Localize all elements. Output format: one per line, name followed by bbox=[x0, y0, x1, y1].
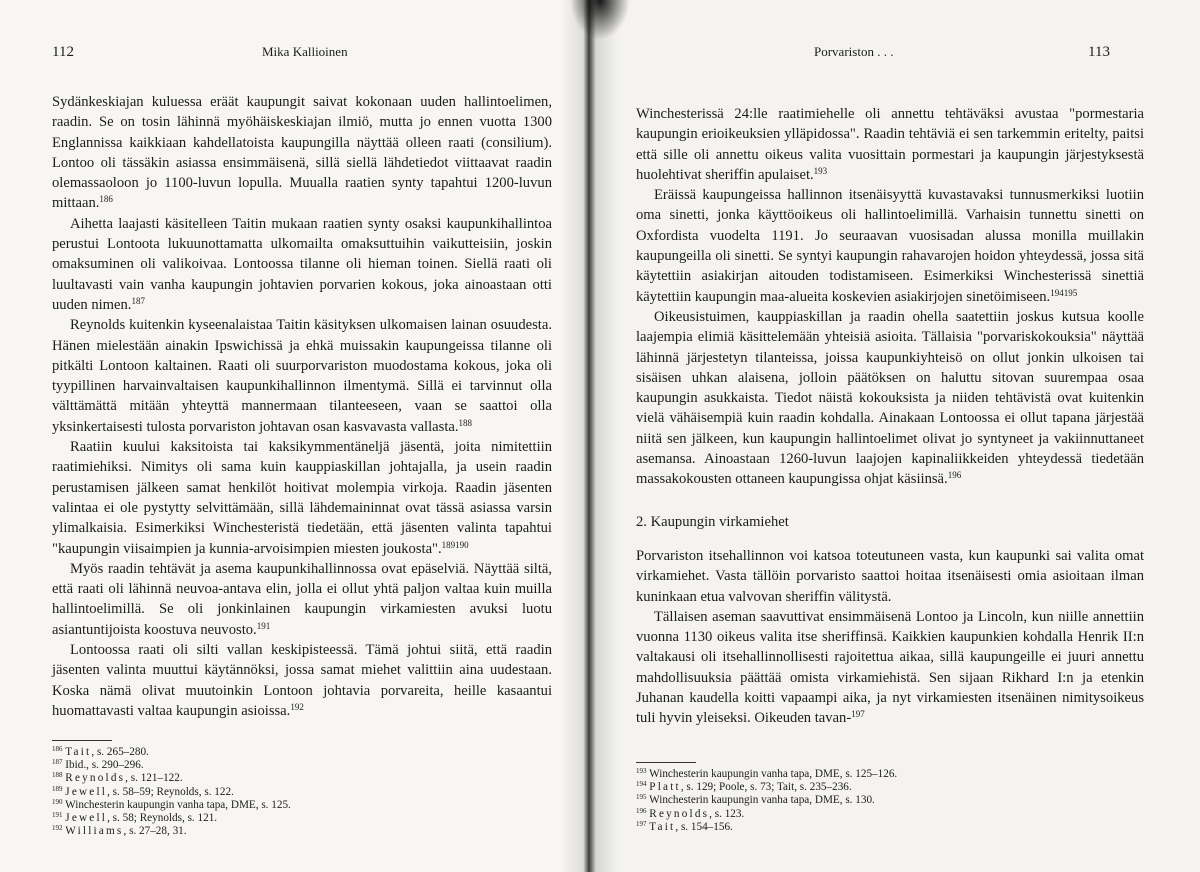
footnote: $^{191}$ Jewell, s. 58; Reynolds, s. 121. bbox=[52, 811, 218, 825]
left-footnotes bbox=[52, 746, 291, 838]
footnote: $^{193}$ Winchesterin kaupungin vanha tapa, DME, s. 125–126. bbox=[636, 767, 898, 780]
paragraph: Aihetta laajasti käsitelleen Taitin mukaan raatien synty osaksi kaupunkihallintoa perustui Lontoota lukuunottamatta ulkomailta omaksuttuihin vaikutteisiin, joskin omaksuminen oli valikoivaa. Lontoossa tilanne oli hieman toinen. Siellä raati oli luultavasti vain vanha kaupungin johtavien porvarien kokous, joka ainoastaan otti uuden nimen.$^{187}$ bbox=[52, 215, 552, 313]
footnote: $^{196}$ Reynolds, s. 123. bbox=[636, 806, 745, 820]
paragraph: Myös raadin tehtävät ja asema kaupunkihallinnossa ovat epäselviä. Näyttää siltä, että raati oli lähinnä neuvoa-antava elin, jolla ei ollut yhtä paljon valtaa kuin muilla hallintoelimillä. Se oli jonkinlainen kaupungin virkamiesten avuksi luotu asiantuntijoista koostuva neuvosto.$^{191}$ bbox=[52, 560, 552, 638]
paragraph: Sydänkeskiajan kuluessa eräät kaupungit saivat kokonaan uuden hallintoelimen, raadin. Se on tosin lähinnä myöhäiskeskiajan ilmiö, mutta jo ennen vuotta 1300 Englannissa kaikkiaan kahdellatoista kaupungilla näyttää olleen raati (consilium). Lontoo oli tässäkin asiassa ensimmäisenä, sillä siellä lähdetiedot viittaavat raadin olemassaoloon jo 1100-luvun lopulla. Muualla raatien synty tapahtui 1200-luvun mittaan.$^{186}$ bbox=[52, 94, 552, 212]
footnote-rule bbox=[52, 740, 112, 741]
paragraph: Reynolds kuitenkin kyseenalaistaa Taitin käsityksen ulkomaisen lainan osuudesta. Hänen mielestään ainakin Ipswichissä ja ehkä muissakin kaupungeissa tilanne oli pitkälti Lontoon kaltainen. Raati oli suurporvariston muodostama kokous, joka oli tyypillinen harvainvaltaisen kaupunkihallinnon ilmentymä. Sillä ei tarvinnut olla välttämättä mitään yhteyttä mannermaan tilanteeseen, vaan se saattoi olla yksinkertaisesti tulosta porvariston johtavan osan kasvavasta vallasta.$^{188}$ bbox=[52, 317, 552, 435]
book-gutter-shadow bbox=[560, 0, 618, 872]
footnote: $^{188}$ Reynolds, s. 121–122. bbox=[52, 771, 183, 785]
footnote-rule bbox=[636, 762, 696, 763]
paragraph: Winchesterissä 24:lle raatimiehelle oli annettu tehtäväksi avustaa "pormestaria kaupungin erioikeuksien ylläpidossa". Raadin tehtäviä ei sen tarkemmin eritelty, paitsi että sille oli annettu oikeus valita vuosittain pormestari ja kaupungin järjestyksestä huolehtivat sheriffin apulaiset.$^{193}$ bbox=[636, 106, 1144, 183]
right-page-number: 113 bbox=[1088, 44, 1110, 60]
footnote: $^{190}$ Winchesterin kaupungin vanha tapa, DME, s. 125. bbox=[52, 797, 291, 811]
paragraph: Raatiin kuului kaksitoista tai kaksikymmentäneljä jäsentä, joita nimitettiin raatimiehiksi. Nimitys oli sama kuin kauppiaskillan johtajalla, ja usein raadin perustamisen jälkeen samat henkilöt hoitivat molempia virkoja. Raadin jäsenten valintaa ei ole pystytty selvittämään, sillä lähdemaininnat ovat tässä asiassa varsin ylimalkaisia. Esimerkiksi Winchesteristä tiedetään, että jäsenten valinta tapahtui "kaupungin viisaimpien ja kunnia-arvoisimpien miesten joukosta".$^{189190}$ bbox=[52, 439, 552, 557]
paragraph: Eräissä kaupungeissa hallinnon itsenäisyyttä kuvastavaksi tunnusmerkiksi luotiin oma sinetti, jonka käyttöoikeus oli hallintoelimillä. Varhaisin tunnettu sinetti on Oxfordista vuodelta 1191. Jo seuraavan vuosisadan alussa monilla muillakin kaupungeilla oli sinetti. Se syntyi kaupungin rahavarojen hoidon yhteydessä, jossa sitä käytettiin asiakirjan aitouden todistamiseen. Esimerkiksi Winchesterissä sinettiä käytettiin kaupungin maa-alueita koskevien asiakirjojen sinetöimiseen.$^{194195}$ bbox=[636, 187, 1144, 305]
left-running-head: Mika Kallioinen bbox=[262, 44, 348, 59]
paragraph: Lontoossa raati oli silti vallan keskipisteessä. Tämä johtui siitä, että raadin jäsenten valinta muuttui käytännöksi, jossa samat miehet valittiin aina uudestaan. Koska nämä olivat muutoinkin Lontoon johtavia porvareita, heille kasaantui huomattavasti valtaa kaupungin asioissa.$^{192}$ bbox=[52, 642, 552, 719]
footnote: $^{195}$ Winchesterin kaupungin vanha tapa, DME, s. 130. bbox=[636, 793, 875, 807]
right-running-head: Porvariston . . . bbox=[814, 44, 894, 59]
paragraph: Tällaisen aseman saavuttivat ensimmäisenä Lontoo ja Lincoln, kun niille annettiin vuonna 1130 oikeus valita itse sheriffinsä. Kaikkien kaupunkien kohdalla Henrik II:n valtakausi oli itsehallinnollisesti rajoitettua aikaa, sillä kaupungeille ei juuri annettu mahdollisuuksia päättää omista virkamiehistä. Sen sijaan Rikhard I:n ja etenkin Juhanan kaudella koitti vapaampi aika, ja nyt virkamiesten itsenäinen nimitysoikeus tuli hyvin yleiseksi. Oikeuden tavan-$^{197}$ bbox=[636, 608, 1144, 727]
book-gutter-corner bbox=[570, 0, 630, 40]
section-heading: 2. Kaupungin virkamiehet bbox=[636, 513, 789, 530]
left-page bbox=[0, 0, 588, 872]
right-body-text bbox=[636, 104, 1144, 729]
left-page-number: 112 bbox=[52, 44, 74, 60]
right-footnotes bbox=[636, 768, 897, 834]
paragraph: Porvariston itsehallinnon voi katsoa toteutuneen vasta, kun kaupunki sai valita omat virkamiehet. Vasta tällöin porvaristo saattoi hoitaa itsenäisesti omia asioitaan ilman kuninkaan etua valvovan sheriffin välitystä. bbox=[636, 547, 1144, 605]
right-page bbox=[588, 0, 1200, 872]
footnote: $^{189}$ Jewell, s. 58–59; Reynolds, s. 122. bbox=[52, 784, 234, 798]
left-body-text bbox=[52, 92, 552, 721]
footnote: $^{194}$ Platt, s. 129; Poole, s. 73; Tait, s. 235–236. bbox=[636, 780, 852, 794]
paragraph: Oikeusistuimen, kauppiaskillan ja raadin ohella saatettiin joskus kutsua koolle laajempia elimiä käsittelemään yhteisiä asioita. Tällaisia "porvariskokouksia" näyttää lähinnä järjestetyn tilanteissa, joissa kaupunkiyhteisö on ollut jonkin ulkoisen tai sisäisen uhkan alaisena, jolloin päätöksen on haluttu sitovan suurempaa osaa kaupungin asukkaista. Tiedot näistä kokouksista ja niiden tehtävistä ovat kuitenkin vielä vähäisempiä kuin raadin kohdalla. Ainakaan Lontoossa ei ollut tapana järjestää niitä sen jälkeen, kun kaupungin hallintoelimet olivat jo syntyneet ja vakiinnuttaneet asemansa. Ainoastaan 1260-luvun laajojen kapinaliikkeiden yhteydessä tiedetään massakokousten ottaneen kaupungissa ohjat käsiinsä.$^{196}$ bbox=[636, 308, 1144, 488]
footnote: $^{186}$ Tait, s. 265–280. bbox=[52, 745, 149, 758]
footnote: $^{187}$ Ibid., s. 290–296. bbox=[52, 758, 144, 772]
footnote: $^{192}$ Williams, s. 27–28, 31. bbox=[52, 824, 187, 838]
footnote: $^{197}$ Tait, s. 154–156. bbox=[636, 819, 733, 833]
